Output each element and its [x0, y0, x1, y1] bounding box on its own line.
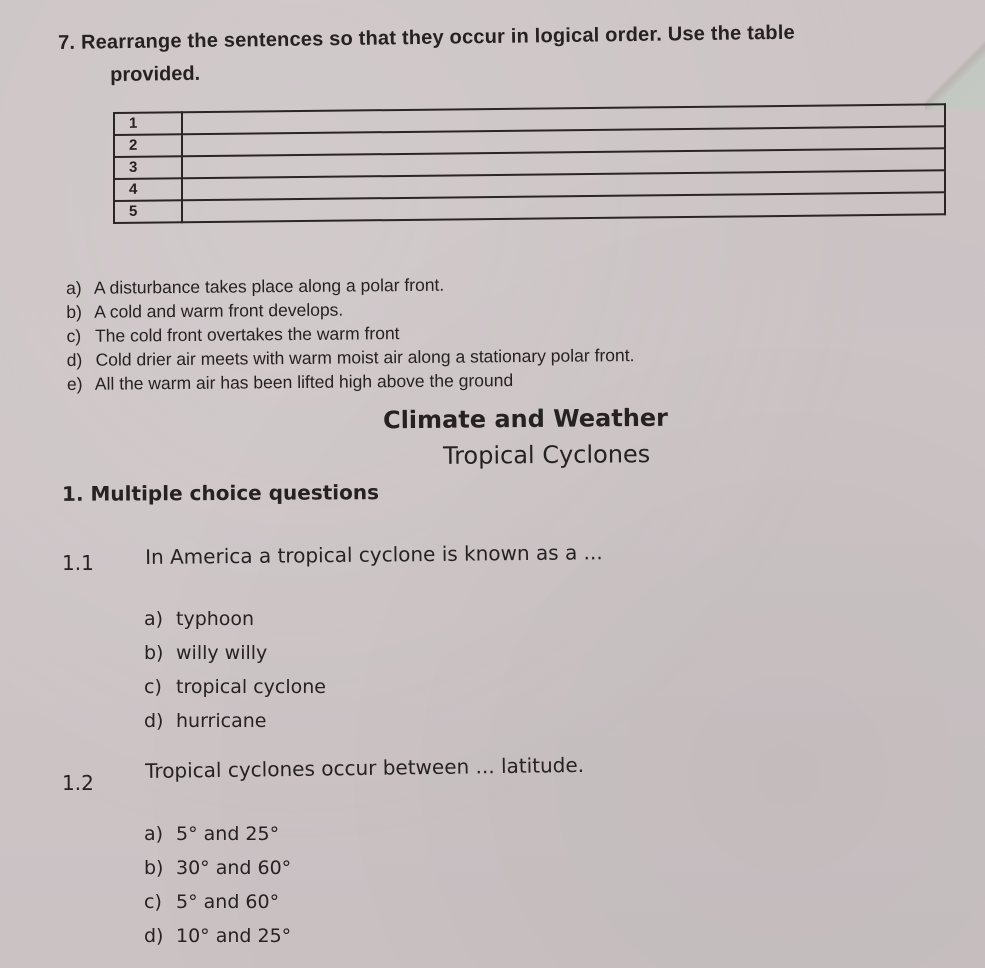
option-label: a): [144, 823, 164, 845]
option-label: d): [144, 710, 164, 732]
statement-label: e): [66, 373, 83, 394]
paper-edge: [925, 0, 985, 110]
section-subtitle: Tropical Cyclones: [442, 440, 651, 470]
statement-text: Cold drier air meets with warm moist air along a stationary polar front.: [95, 345, 635, 370]
question-7-heading-continued: provided.: [110, 62, 201, 86]
option-label: b): [144, 857, 164, 879]
question-number: 1.1: [62, 551, 94, 575]
option-text: willy willy: [176, 642, 268, 664]
row-number: 5: [114, 200, 182, 223]
option-item[interactable]: [144, 704, 326, 738]
statement-text: The cold front overtakes the warm front: [94, 323, 400, 346]
multiple-choice-heading: 1. Multiple choice questions: [61, 480, 380, 506]
option-label: d): [144, 925, 164, 947]
option-text: 10° and 25°: [176, 925, 292, 947]
option-item[interactable]: [144, 817, 291, 851]
option-text: tropical cyclone: [176, 676, 326, 698]
row-number: 3: [114, 156, 182, 179]
option-label: c): [144, 891, 162, 913]
statement-label: d): [66, 349, 83, 370]
question-text: In America a tropical cyclone is known as a ...: [145, 540, 603, 569]
order-answer-table: [113, 103, 946, 224]
option-item[interactable]: [144, 670, 326, 704]
option-item[interactable]: [144, 919, 291, 953]
option-text: 5° and 60°: [176, 891, 280, 913]
statement-text: All the warm air has been lifted high above the ground: [94, 370, 514, 394]
option-item[interactable]: [144, 602, 326, 636]
option-item[interactable]: [144, 636, 326, 670]
option-label: a): [144, 608, 164, 630]
statement-label: a): [66, 277, 82, 298]
option-list: [144, 602, 326, 738]
statement-text: A disturbance takes place along a polar front.: [93, 274, 445, 298]
row-number: 1: [114, 112, 182, 135]
statement-label: c): [66, 325, 82, 346]
option-text: 5° and 25°: [176, 823, 280, 845]
option-item[interactable]: [144, 851, 291, 885]
statement-list: [66, 271, 635, 396]
option-text: typhoon: [176, 608, 255, 630]
statement-text: A cold and warm front develops.: [94, 299, 344, 322]
row-number: 2: [114, 134, 182, 157]
option-text: 30° and 60°: [176, 857, 292, 879]
statement-item: [67, 367, 635, 396]
section-title: Climate and Weather: [382, 403, 669, 435]
question-7-heading: 7. Rearrange the sentences so that they occur in logical order. Use the table: [58, 21, 795, 54]
statement-label: b): [66, 301, 82, 322]
statement-item: [67, 343, 635, 372]
option-label: b): [144, 642, 164, 664]
option-label: c): [144, 676, 162, 698]
question-text: Tropical cyclones occur between ... latitude.: [145, 752, 585, 783]
question-number: 1.2: [62, 771, 94, 795]
option-text: hurricane: [176, 710, 267, 732]
option-item[interactable]: [144, 885, 291, 919]
option-list: [144, 817, 291, 953]
row-number: 4: [114, 178, 182, 201]
